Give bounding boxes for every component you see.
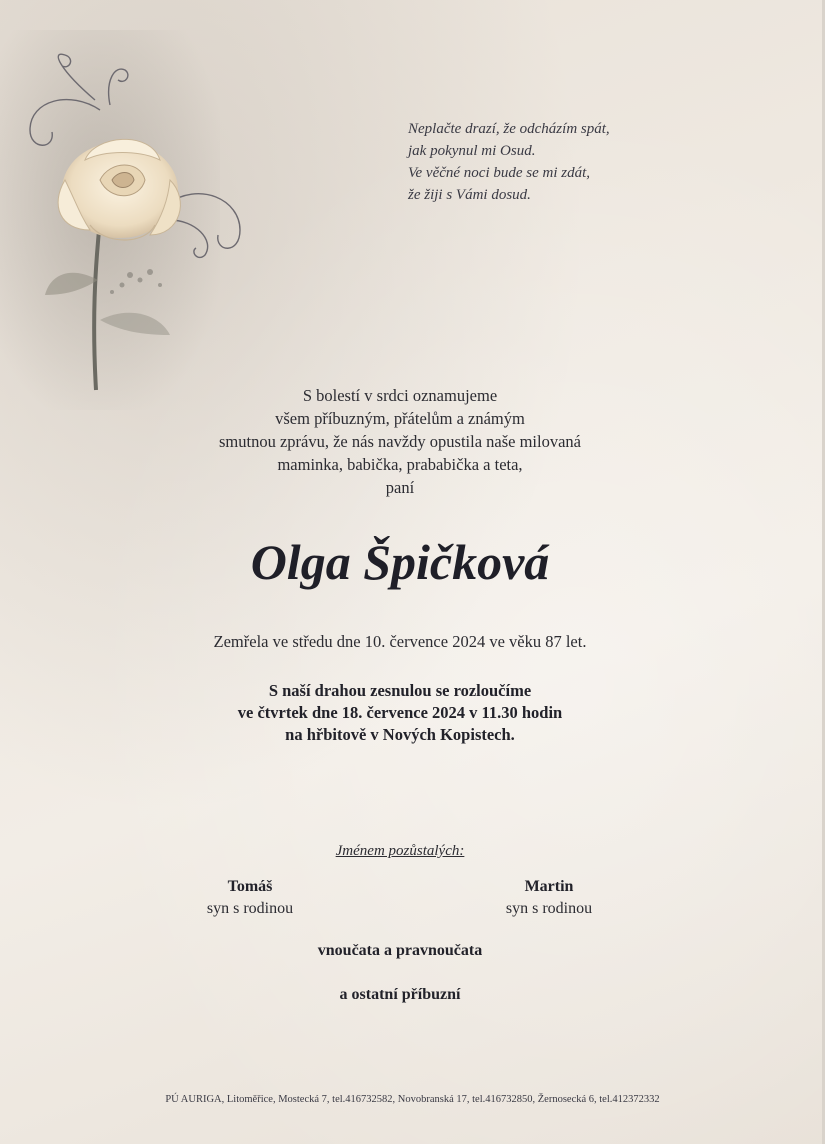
mourner-block bbox=[150, 876, 350, 920]
mourners-heading: Jménem pozůstalých: bbox=[335, 843, 465, 859]
deceased-name: Olga Špičková bbox=[250, 534, 550, 590]
poem-line: Neplačte drazí, že odcházím spát, bbox=[408, 121, 610, 137]
poem-verse bbox=[408, 118, 708, 206]
poem-line: jak pokynul mi Osud. bbox=[408, 143, 536, 159]
mourner-block bbox=[449, 876, 649, 920]
mourner-name: Martin bbox=[524, 878, 574, 895]
funeral-line: na hřbitově v Nových Kopistech. bbox=[285, 725, 515, 744]
funeral-service-footer: PÚ AURIGA, Litoměřice, Mostecká 7, tel.416732582, Novobranská 17, tel.416732850, Žernosecká 6, tel.412372332 bbox=[165, 1094, 660, 1105]
announcement-line: maminka, babička, prababička a teta, bbox=[277, 455, 523, 474]
poem-line: Ve věčné noci bude se mi zdát, bbox=[408, 165, 591, 181]
funeral-details bbox=[100, 680, 700, 746]
mourner-relation: syn s rodinou bbox=[206, 900, 294, 917]
grandchildren-line: vnoučata a pravnoučata bbox=[317, 942, 483, 959]
mourner-relation: syn s rodinou bbox=[505, 900, 593, 917]
relatives-line: a ostatní příbuzní bbox=[339, 986, 461, 1003]
death-notice: Zemřela ve středu dne 10. července 2024 ve věku 87 let. bbox=[213, 632, 587, 651]
rose-illustration bbox=[0, 30, 260, 430]
funeral-line: S naší drahou zesnulou se rozloučíme bbox=[268, 681, 532, 700]
announcement-line: S bolestí v srdci oznamujeme bbox=[302, 386, 498, 405]
poem-line: že žiji s Vámi dosud. bbox=[408, 187, 531, 203]
mourner-name: Tomáš bbox=[227, 878, 273, 895]
announcement-line: paní bbox=[385, 478, 415, 497]
announcement-text bbox=[150, 384, 650, 499]
announcement-line: smutnou zprávu, že nás navždy opustila naše milovaná bbox=[219, 432, 581, 451]
announcement-line: všem příbuzným, přátelům a známým bbox=[275, 409, 525, 428]
funeral-line: ve čtvrtek dne 18. července 2024 v 11.30 hodin bbox=[237, 703, 563, 722]
